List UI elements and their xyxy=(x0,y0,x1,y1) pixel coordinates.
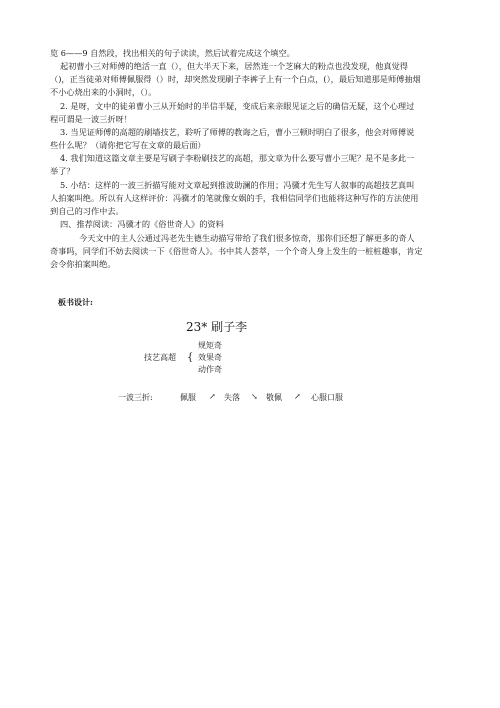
text-line: 3. 当见证师傅的高超的刷墙技艺，聆听了师傅的教诲之后，曹小三顿时明白了很多，他会对师傅说 xyxy=(60,127,415,137)
skill-item: 规矩奇 xyxy=(198,341,222,350)
flow-step: 佩服 xyxy=(180,393,196,402)
text-line: 举了？ xyxy=(50,166,75,176)
flow-step: 心服口服 xyxy=(311,393,343,402)
arrow-up-icon: ↗ xyxy=(209,392,216,401)
flow-step: 敬佩 xyxy=(266,393,282,402)
skill-item: 动作奇 xyxy=(198,365,222,374)
flow-step: 失落 xyxy=(224,393,240,402)
skill-item: 效果奇 xyxy=(198,353,222,362)
text-line: 起初曹小三对师傅的绝活一直（），但大半天下来，居然连一个芝麻大的粉点也没发现，他真觉得 xyxy=(60,61,408,71)
text-line: 会令你拍案叫绝。 xyxy=(50,259,116,269)
text-line: 些什么呢？（请你把它写在文章的最后面） xyxy=(50,140,206,150)
text-line: 人拍案叫绝。所以有人这样评价：冯骥才的笔就像女娲的手，我相信同学们也能将这种写作的方法使用 xyxy=(50,193,419,203)
text-line: 程可谓是一波三折呀！ xyxy=(50,114,132,124)
text-line: 5. 小结：这样的一波三折描写能对文章起到推波助澜的作用；冯骥才先生写人叙事的高超技艺真叫 xyxy=(60,180,415,190)
text-line: 不小心烧出来的小洞时，（）。 xyxy=(50,87,157,97)
arrow-down-icon: ↘ xyxy=(251,392,258,401)
text-line: 今天文中的主人公通过冯老先生德生动描写带给了我们很多惊奇，那你们还想了解更多的奇人 xyxy=(79,233,415,243)
text-line: 到自己的习作中去。 xyxy=(50,206,124,216)
text-line: （)，正当徒弟对师傅佩服得（）时，却突然发现刷子李裤子上有一个白点，(），最后知道那是师傅抽烟 xyxy=(50,74,421,84)
text-line: 4. 我们知道这篇文章主要是写刷子李粉刷技艺的高超，那文章为什么要写曹小三呢？是不是多此一 xyxy=(60,153,415,163)
text-line: 览 6——9 自然段，找出相关的句子读读，然后试着完成这个填空。 xyxy=(50,48,295,58)
board-design-heading: 板书设计: xyxy=(58,297,93,307)
text-line: 四、推荐阅读：冯骥才的《俗世奇人》的资料 xyxy=(60,219,224,229)
arrow-up-icon: ↗ xyxy=(294,392,301,401)
lesson-title: 23* 刷子李 xyxy=(186,320,248,334)
skill-label: 技艺高超 xyxy=(144,353,176,362)
flow-label: 一波三折: xyxy=(118,393,153,402)
brace-symbol: { xyxy=(187,352,194,363)
text-line: 2. 是呀，文中的徒弟曹小三从开始时的半信半疑，变成后来亲眼见证之后的确信无疑，这个心理过 xyxy=(60,101,415,111)
text-line: 奇事吗，同学们不妨去阅读一下《俗世奇人》。书中其人荟萃，一个个奇人身上发生的一桩桩趣事，肯定 xyxy=(50,246,423,256)
